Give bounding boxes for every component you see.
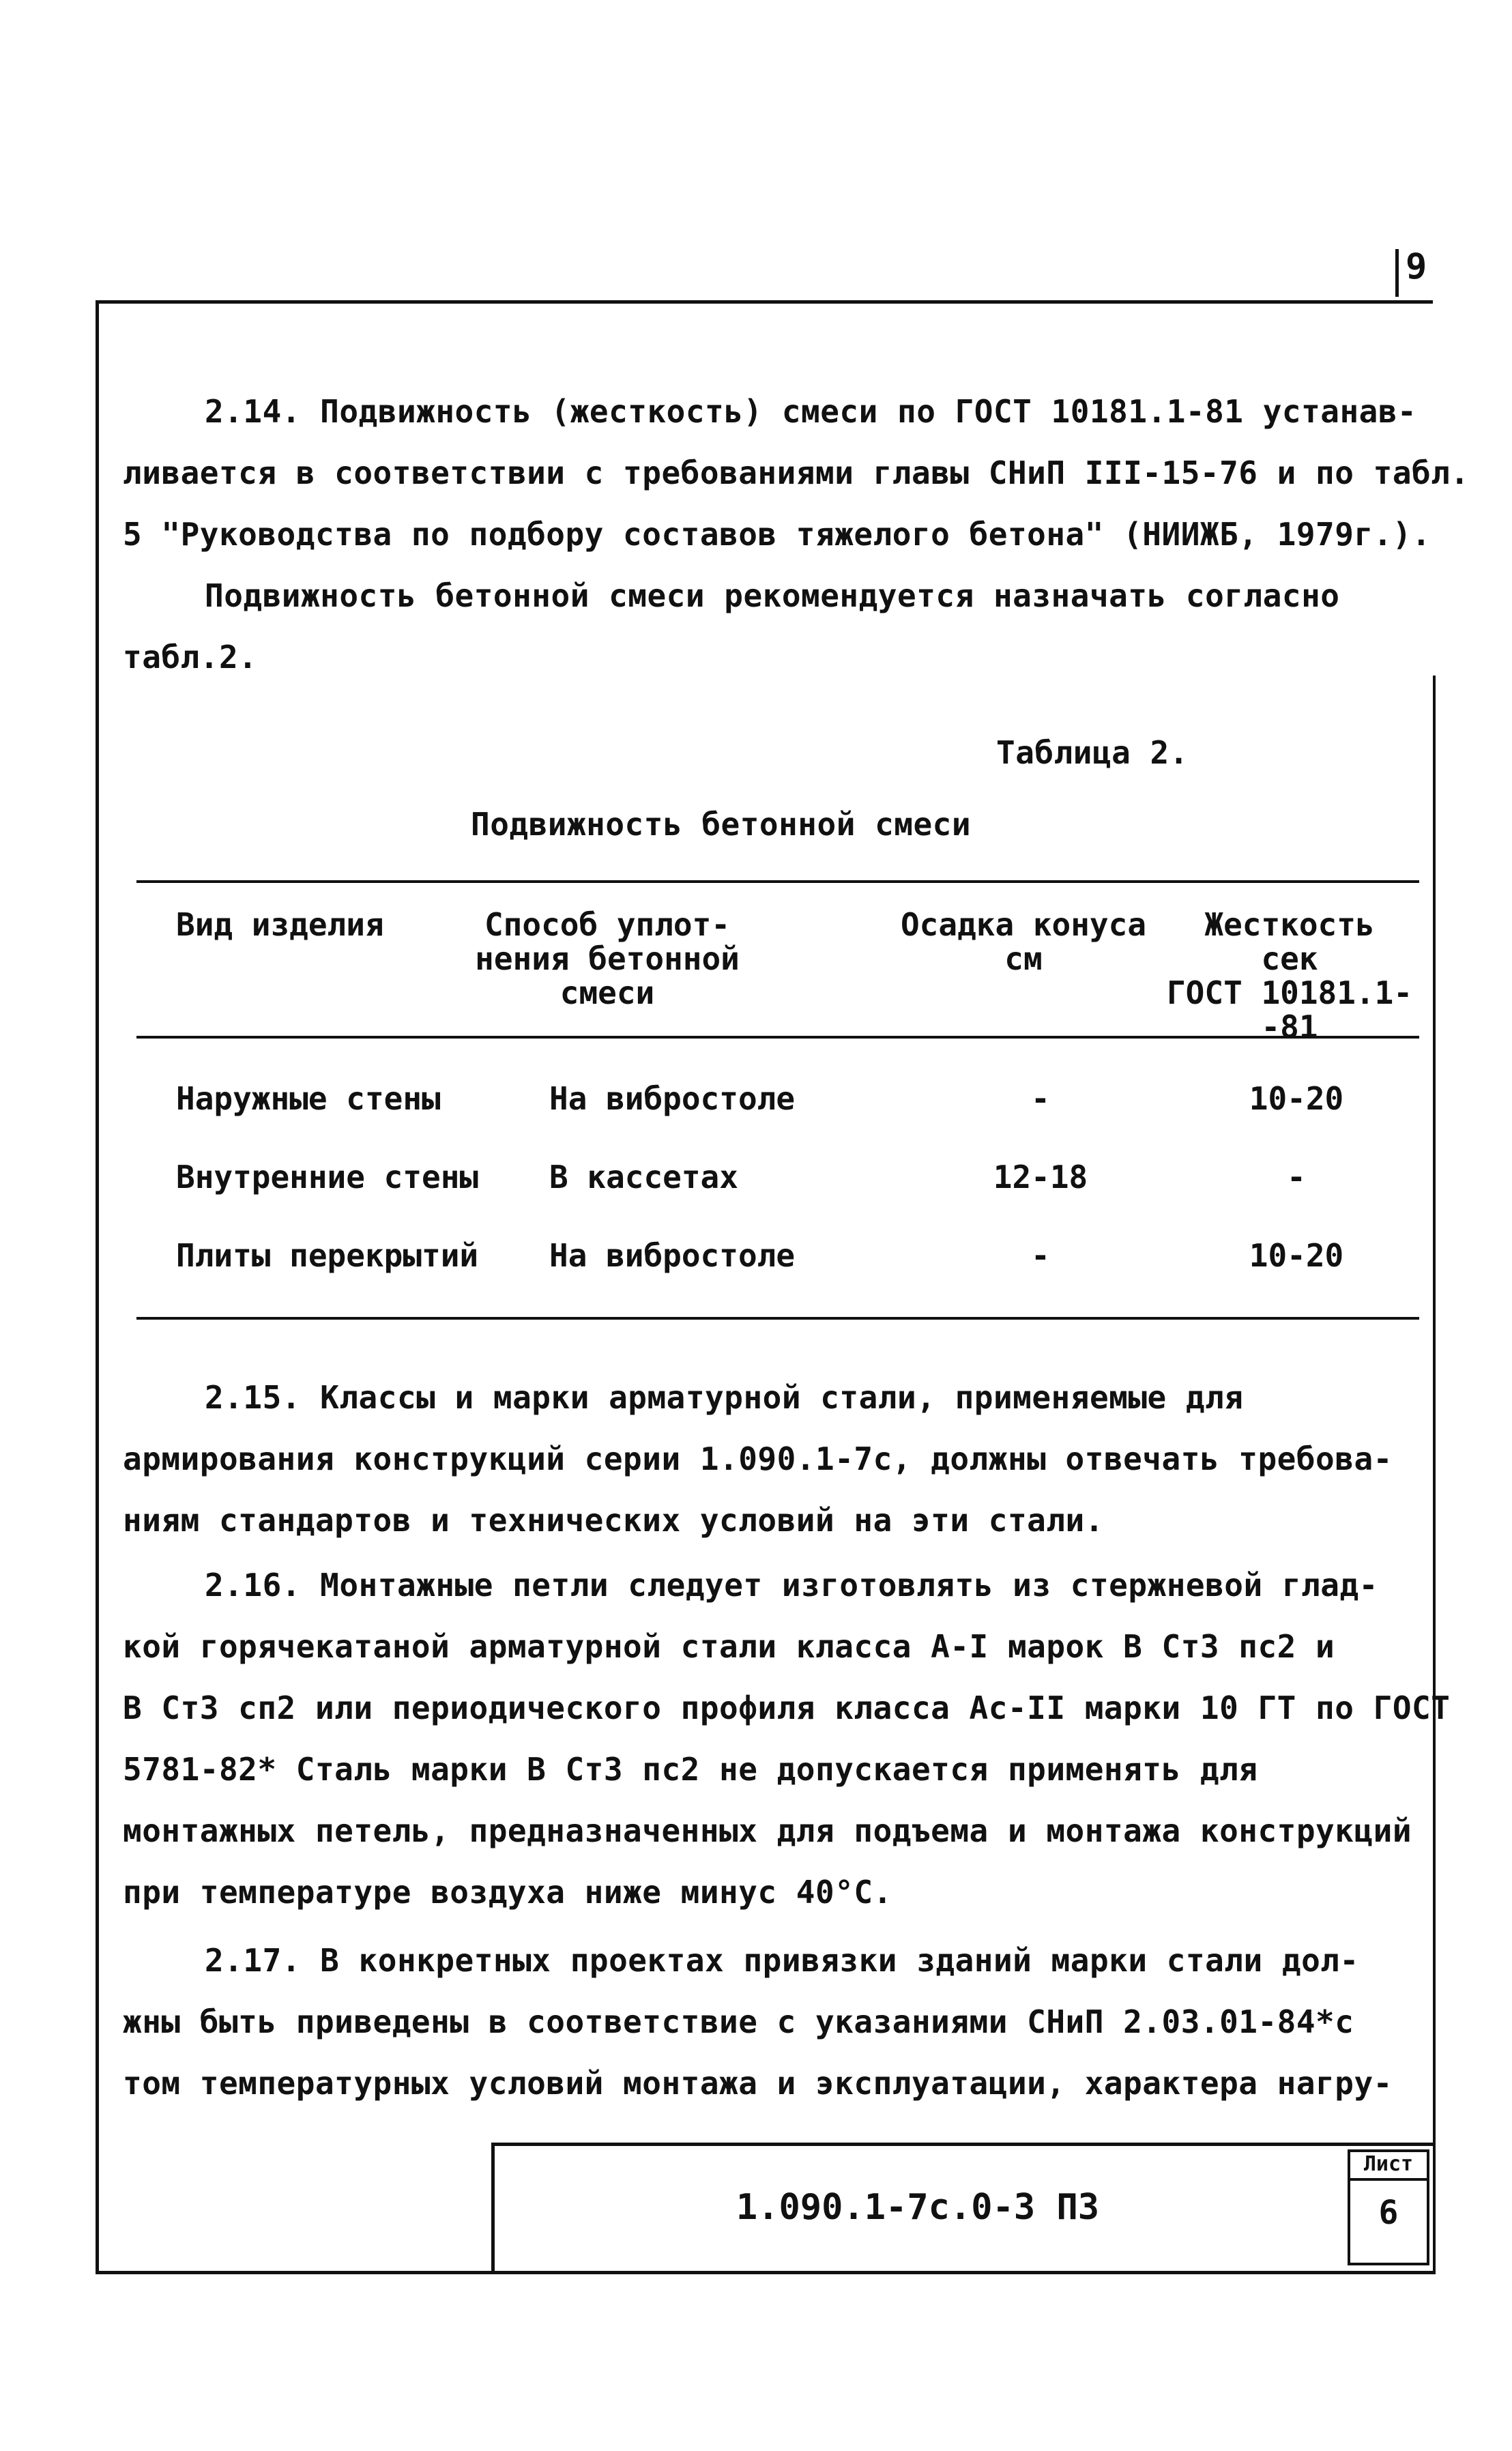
table-row-3-slump: - bbox=[1031, 1237, 1050, 1274]
table-header-stiffness-line-3: ГОСТ 10181.1- bbox=[1166, 974, 1413, 1011]
para-2-14-line-2: ливается в соответствии с требованиями главы СНиП III-15-76 и по табл. bbox=[123, 454, 1470, 491]
table-header-method-line-2: нения бетонной bbox=[475, 940, 740, 977]
table-row-1-method: На виброcтоле bbox=[549, 1080, 796, 1117]
table-row-3-stiffness: 10-20 bbox=[1249, 1237, 1344, 1274]
table-bottom-rule bbox=[136, 1317, 1419, 1320]
table-row-2-stiffness: - bbox=[1287, 1159, 1306, 1195]
table-row-2-product: Внутренние стены bbox=[176, 1159, 479, 1195]
para-2-14-line-4: Подвижность бетонной смеси рекомендуется назначать согласно bbox=[205, 577, 1340, 614]
table-header-slump-line-2: см bbox=[1004, 940, 1043, 977]
table-row-2-method: В кассетах bbox=[549, 1159, 738, 1195]
para-2-14-line-1: 2.14. Подвижность (жесткость) смеси по ГОСТ 10181.1-81 устанав- bbox=[205, 393, 1417, 430]
para-2-16-line-6: при температуре воздуха ниже минус 40°С. bbox=[123, 1874, 892, 1911]
corner-mark: 9 bbox=[1406, 246, 1427, 287]
para-2-14-line-5: табл.2. bbox=[123, 639, 258, 676]
frame-top-border bbox=[96, 300, 1433, 304]
table-row-1-product: Наружные стены bbox=[176, 1080, 441, 1117]
corner-tick bbox=[1395, 249, 1399, 297]
para-2-15-line-2: армирования конструкций серии 1.090.1-7с, должны отвечать требова- bbox=[123, 1440, 1393, 1477]
table-row-3-method: На виброcтоле bbox=[549, 1237, 796, 1274]
para-2-16-line-3: В Ст3 сп2 или периодического профиля класса Ас-II марки 10 ГТ по ГОСТ bbox=[123, 1689, 1451, 1726]
table-row-1-slump: - bbox=[1031, 1080, 1050, 1117]
para-2-16-line-4: 5781-82* Сталь марки В Ст3 пс2 не допускается применять для bbox=[123, 1751, 1258, 1788]
table-header-stiffness-line-1: Жесткость bbox=[1204, 906, 1375, 943]
table-row-3-product: Плиты перекрытий bbox=[176, 1237, 479, 1274]
table-header-method bbox=[450, 908, 764, 1010]
table-header-slump-line-1: Осадка конуса bbox=[900, 906, 1147, 943]
para-2-15-line-3: ниям стандартов и технических условий на эти стали. bbox=[123, 1502, 1104, 1539]
table-header-method-line-1: Способ уплот- bbox=[484, 906, 731, 943]
table-header-stiffness bbox=[1153, 908, 1426, 1044]
para-2-14-line-3: 5 "Руководства по подбору составов тяжелого бетона" (НИИЖБ, 1979г.). bbox=[123, 516, 1431, 553]
table-caption: Таблица 2. bbox=[996, 734, 1189, 771]
table-header-stiffness-line-4: -81 bbox=[1261, 1009, 1318, 1045]
table-row-1-stiffness: 10-20 bbox=[1249, 1080, 1344, 1117]
document-code: 1.090.1-7с.0-3 ПЗ bbox=[736, 2187, 1100, 2228]
para-2-16-line-2: кой горячекатаной арматурной стали класса А-I марок В Ст3 пс2 и bbox=[123, 1628, 1335, 1665]
table-top-rule bbox=[136, 880, 1419, 883]
para-2-17-line-2: жны быть приведены в соответствие с указаниями СНиП 2.03.01-84*с bbox=[123, 2003, 1354, 2040]
table-header-product: Вид изделия bbox=[176, 906, 384, 943]
table-title: Подвижность бетонной смеси bbox=[471, 806, 972, 843]
frame-left-border bbox=[96, 300, 99, 2272]
para-2-17-line-3: том температурных условий монтажа и эксплуатации, характера нагру- bbox=[123, 2065, 1393, 2102]
para-2-16-line-1: 2.16. Монтажные петли следует изготовлять из стержневой глад- bbox=[205, 1567, 1378, 1604]
table-header-stiffness-line-2: сек bbox=[1261, 940, 1318, 977]
table-row-2-slump: 12-18 bbox=[993, 1159, 1088, 1195]
sheet-label: Лист bbox=[1363, 2152, 1414, 2176]
para-2-16-line-5: монтажных петель, предназначенных для подъема и монтажа конструкций bbox=[123, 1812, 1412, 1849]
para-2-17-line-1: 2.17. В конкретных проектах привязки зданий марки стали дол- bbox=[205, 1942, 1359, 1979]
table-header-slump bbox=[880, 908, 1167, 976]
para-2-15-line-1: 2.15. Классы и марки арматурной стали, применяемые для bbox=[205, 1379, 1244, 1416]
sheet-box-divider bbox=[1348, 2178, 1429, 2181]
frame-right-border bbox=[1433, 676, 1436, 2272]
table-header-method-line-3: смеси bbox=[559, 974, 655, 1011]
sheet-number: 6 bbox=[1378, 2194, 1399, 2232]
